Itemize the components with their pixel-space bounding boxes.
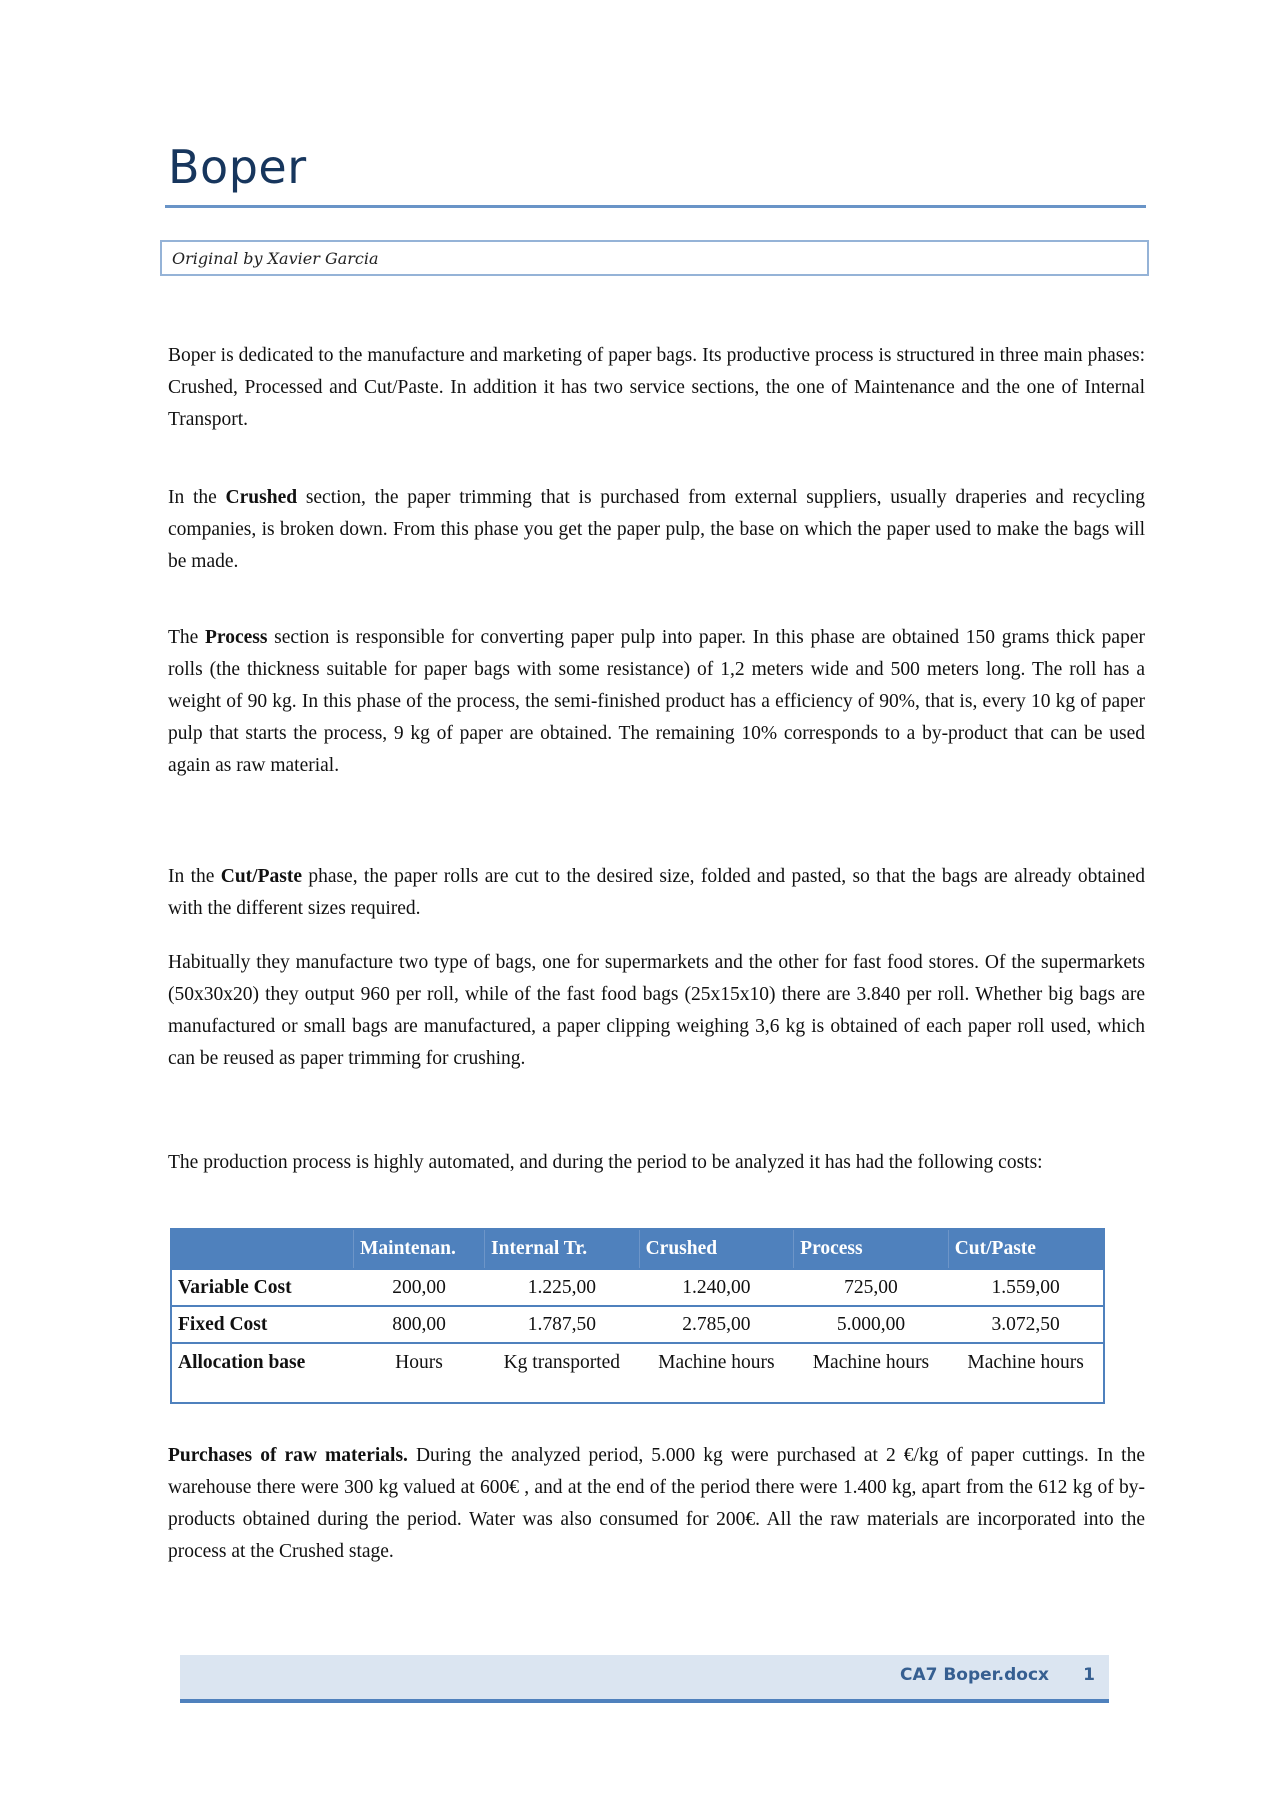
footer-filename: CA7 Boper.docx [899, 1665, 1049, 1685]
cell-value: Hours [354, 1343, 485, 1403]
intro-text: Boper is dedicated to the manufacture and marketing of paper bags. Its productive process is structured in three main phases: Crushed, Processed and Cut/Paste. In addition it has two service sections, the one of Maintenance and the one of Internal Transport. [168, 345, 1145, 430]
footer-rule [180, 1699, 1109, 1703]
cost-table [170, 1228, 1105, 1404]
table-row [171, 1306, 1104, 1343]
cell-value: Machine hours [794, 1343, 949, 1403]
cutpaste-paragraph [168, 861, 1145, 925]
crushed-paragraph [168, 482, 1145, 578]
title-underline [165, 205, 1146, 208]
cutpaste-prefix: In the [168, 866, 221, 887]
bags-text: Habitually they manufacture two type of bags, one for supermarkets and the other for fast food stores. Of the supermarkets (50x30x20) they output 960 per roll, while of the fast food bags (25x15x10) there are 3.840 per roll. Whether big bags are manufactured or small bags are manufactured, a paper clipping weighing 3,6 kg is obtained of each paper roll used, which can be reused as paper trimming for crushing. [168, 952, 1145, 1069]
header-process: Process [794, 1229, 949, 1269]
cell-value: 2.785,00 [639, 1306, 794, 1343]
purchases-text: During the analyzed period, 5.000 kg were purchased at 2 €/kg of paper cuttings. In the warehouse there were 300 kg valued at 600€ , and at the end of the period there were 1.400 kg, apart from the 612 kg of by-products obtained during the period. Water was also consumed for 200€. All the raw materials are incorporated into the process at the Crushed stage. [168, 1445, 1145, 1562]
cell-value: Machine hours [639, 1343, 794, 1403]
table-row [171, 1269, 1104, 1306]
cell-value: 5.000,00 [794, 1306, 949, 1343]
author-box [160, 240, 1149, 276]
crushed-prefix: In the [168, 487, 226, 508]
process-heading: Process [204, 627, 268, 648]
footer-page-number: 1 [1083, 1665, 1095, 1685]
row-label: Allocation base [171, 1343, 354, 1403]
cell-value: 800,00 [354, 1306, 485, 1343]
author-credit: Original by Xavier Garcia [172, 249, 379, 268]
table-header-row [171, 1229, 1104, 1269]
header-cutpaste: Cut/Paste [948, 1229, 1104, 1269]
cell-value: Kg transported [485, 1343, 640, 1403]
crushed-heading: Crushed [225, 487, 298, 508]
cutpaste-heading: Cut/Paste [220, 866, 302, 887]
cell-value: 1.787,50 [485, 1306, 640, 1343]
header-internal-transport: Internal Tr. [485, 1229, 640, 1269]
cell-value: 1.240,00 [639, 1269, 794, 1306]
process-text: section is responsible for converting paper pulp into paper. In this phase are obtained 150 grams thick paper rolls (the thickness suitable for paper bags with some resistance) of 1,2 meters wide and 500 meters long. The roll has a weight of 90 kg. In this phase of the process, the semi-finished product has a efficiency of 90%, that is, every 10 kg of paper pulp that starts the process, 9 kg of paper are obtained. The remaining 10% corresponds to a by-product that can be used again as raw material. [168, 627, 1145, 776]
process-paragraph [168, 622, 1145, 782]
cell-value: Machine hours [948, 1343, 1104, 1403]
header-crushed: Crushed [639, 1229, 794, 1269]
cell-value: 1.559,00 [948, 1269, 1104, 1306]
costs-intro-paragraph [168, 1147, 1145, 1179]
page-footer [180, 1655, 1109, 1699]
cell-value: 3.072,50 [948, 1306, 1104, 1343]
row-label: Variable Cost [171, 1269, 354, 1306]
bags-paragraph [168, 947, 1145, 1075]
header-empty [171, 1229, 354, 1269]
costs-intro-text: The production process is highly automated, and during the period to be analyzed it has had the following costs: [168, 1152, 1043, 1173]
row-label: Fixed Cost [171, 1306, 354, 1343]
cutpaste-text: phase, the paper rolls are cut to the desired size, folded and pasted, so that the bags are already obtained with the different sizes required. [168, 866, 1145, 919]
header-maintenance: Maintenan. [354, 1229, 485, 1269]
table-row [171, 1343, 1104, 1403]
cell-value: 1.225,00 [485, 1269, 640, 1306]
cell-value: 200,00 [354, 1269, 485, 1306]
crushed-text: section, the paper trimming that is purchased from external suppliers, usually draperies and recycling companies, is broken down. From this phase you get the paper pulp, the base on which the paper used to make the bags will be made. [168, 487, 1145, 572]
page-title: Boper [168, 140, 307, 194]
intro-paragraph [168, 340, 1145, 436]
process-prefix: The [168, 627, 205, 648]
purchases-heading: Purchases of raw materials. [168, 1445, 408, 1466]
cell-value: 725,00 [794, 1269, 949, 1306]
purchases-paragraph [168, 1440, 1145, 1568]
